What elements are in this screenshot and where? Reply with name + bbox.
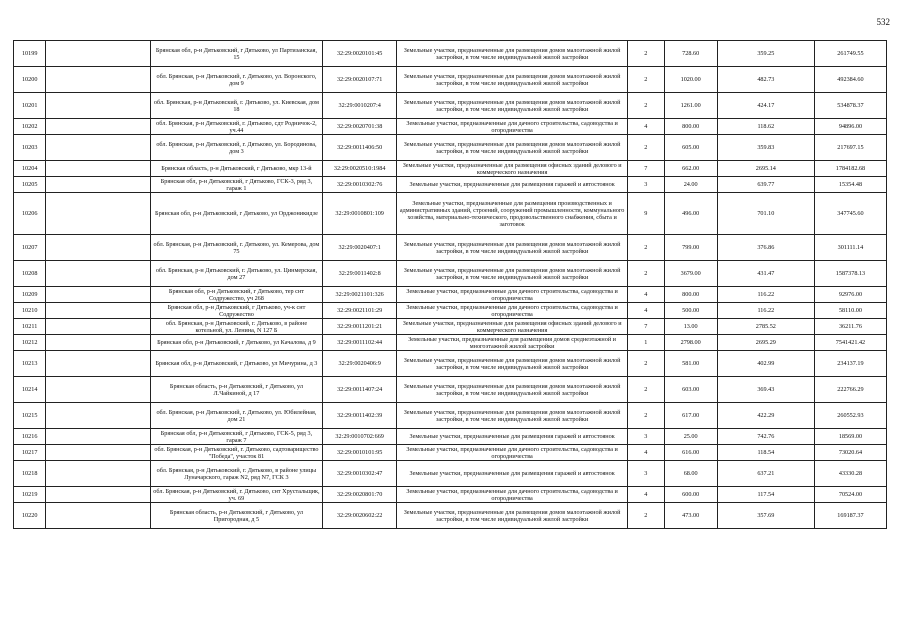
table-row	[14, 461, 887, 487]
cell-group: 4	[627, 303, 664, 319]
cell-address: Брянская область, р-н Дятьковский, г Дятьково, ул Пригородная, д 5	[150, 503, 322, 529]
cell-value: 92976.00	[814, 287, 886, 303]
cell-area: 3679.00	[664, 261, 717, 287]
cell-price: 482.73	[717, 67, 814, 93]
cell-id: 10208	[14, 261, 46, 287]
cell-use: Земельные участки, предназначенные для размещения домов малоэтажной жилой застройки, в том числе индивидуальной жилой застройки	[397, 135, 628, 161]
table-row	[14, 487, 887, 503]
cell-group: 9	[627, 193, 664, 235]
table-row	[14, 67, 887, 93]
cell-group: 2	[627, 135, 664, 161]
cell-id: 10210	[14, 303, 46, 319]
cell-id: 10217	[14, 445, 46, 461]
cell-area: 662.00	[664, 161, 717, 177]
cell-use: Земельные участки, предназначенные для размещения домов малоэтажной жилой застройки, в том числе индивидуальной жилой застройки	[397, 377, 628, 403]
table-row	[14, 235, 887, 261]
cell-empty	[46, 41, 150, 67]
cell-area: 24.00	[664, 177, 717, 193]
cell-address: Брянская обл, р-н Дятьковский, г Дятьково, ул Мичурина, д 3	[150, 351, 322, 377]
cell-address: Брянская обл, р-н Дятьковский, г Дятьково, ул Качалова, д 9	[150, 335, 322, 351]
cell-address: обл. Брянская, р-н Дятьковский, г. Дятьково, снт Хрустальщик, уч. 69	[150, 487, 322, 503]
cell-cadastral: 32:29:0011406:50	[323, 135, 397, 161]
cell-use: Земельные участки, предназначенные для размещения гаражей и автостоянок	[397, 429, 628, 445]
cell-cadastral: 32:29:0020406:9	[323, 351, 397, 377]
cell-group: 4	[627, 287, 664, 303]
cell-price: 422.29	[717, 403, 814, 429]
cell-address: обл. Брянская, р-н Дятьковский, г. Дятьково, в районе котельной, ул. Ленина, N 127 Б	[150, 319, 322, 335]
cell-group: 2	[627, 503, 664, 529]
cell-use: Земельные участки, предназначенные для дачного строительства, садоводства и огородничества	[397, 487, 628, 503]
cell-price: 2785.52	[717, 319, 814, 335]
cell-empty	[46, 319, 150, 335]
cell-cadastral: 32:29:0010101:95	[323, 445, 397, 461]
cell-use: Земельные участки, предназначенные для дачного строительства, садоводства и огородничества	[397, 287, 628, 303]
cell-price: 359.83	[717, 135, 814, 161]
cell-cadastral: 32:29:0021101:29	[323, 303, 397, 319]
cell-cadastral: 32:29:0011402:39	[323, 403, 397, 429]
cell-use: Земельные участки, предназначенные для дачного строительства, садоводства и огородничества	[397, 445, 628, 461]
cell-group: 2	[627, 93, 664, 119]
cell-cadastral: 32:29:0020107:71	[323, 67, 397, 93]
cell-use: Земельные участки, предназначенные для дачного строительства, садоводства и огородничества	[397, 303, 628, 319]
cell-area: 1020.00	[664, 67, 717, 93]
cell-group: 4	[627, 119, 664, 135]
cell-value: 492384.60	[814, 67, 886, 93]
cell-cadastral: 32:29:0020602:22	[323, 503, 397, 529]
cell-address: обл. Брянская, р-н Дятьковский, г. Дятьково, ул. Бородинова, дом 3	[150, 135, 322, 161]
cell-cadastral: 32:29:0011407:24	[323, 377, 397, 403]
cell-price: 116.22	[717, 303, 814, 319]
cell-id: 10220	[14, 503, 46, 529]
table-row	[14, 93, 887, 119]
cell-id: 10205	[14, 177, 46, 193]
cell-area: 799.00	[664, 235, 717, 261]
cell-cadastral: 32:29:0020801:70	[323, 487, 397, 503]
cell-value: 58110.00	[814, 303, 886, 319]
cell-empty	[46, 503, 150, 529]
cell-address: обл. Брянская, р-н Дятьковский, г. Дятьково, ул. Юбилейная, дом 21	[150, 403, 322, 429]
table-row	[14, 429, 887, 445]
cell-use: Земельные участки, предназначенные для размещения офисных зданий делового и коммерческого назначения	[397, 161, 628, 177]
table-row	[14, 119, 887, 135]
cell-id: 10201	[14, 93, 46, 119]
cell-area: 473.00	[664, 503, 717, 529]
cell-cadastral: 32:29:0010801:109	[323, 193, 397, 235]
cell-use: Земельные участки, предназначенные для размещения производственных и административных зданий, строений, сооружений промышленности, коммунального хозяйства, материально-технического, продовольственного снабжения, сбыта и заготовок	[397, 193, 628, 235]
cell-cadastral: 32:29:0010207:4	[323, 93, 397, 119]
cell-address: обл. Брянская, р-н Дятьковский, г. Дятьково, в районе улицы Луначарского, гараж N2, ряд N7, ГСК 3	[150, 461, 322, 487]
cell-empty	[46, 177, 150, 193]
cell-use: Земельные участки, предназначенные для размещения домов малоэтажной жилой застройки, в том числе индивидуальной жилой застройки	[397, 261, 628, 287]
cell-area: 603.00	[664, 377, 717, 403]
cell-use: Земельные участки, предназначенные для размещения домов среднеэтажной и многоэтажной жилой застройки	[397, 335, 628, 351]
cell-use: Земельные участки, предназначенные для размещения домов малоэтажной жилой застройки, в том числе индивидуальной жилой застройки	[397, 93, 628, 119]
cell-address: Брянская обл, р-н Дятьковский, г Дятьково, ГСК-5, ряд 3, гараж 7	[150, 429, 322, 445]
cell-empty	[46, 161, 150, 177]
cell-group: 3	[627, 177, 664, 193]
cell-value: 94896.00	[814, 119, 886, 135]
cell-cadastral: 32:29:0010702:669	[323, 429, 397, 445]
cell-id: 10200	[14, 67, 46, 93]
cell-address: обл. Брянская, р-н Дятьковский, г. Дятьково, ул. Воронского, дом 9	[150, 67, 322, 93]
cell-price: 742.76	[717, 429, 814, 445]
cell-use: Земельные участки, предназначенные для размещения гаражей и автостоянок	[397, 461, 628, 487]
table-row	[14, 177, 887, 193]
cell-cadastral: 32:29:0011201:21	[323, 319, 397, 335]
cell-area: 500.00	[664, 303, 717, 319]
cell-empty	[46, 377, 150, 403]
cell-area: 25.00	[664, 429, 717, 445]
table-row	[14, 193, 887, 235]
cell-address: обл. Брянская, р-н Дятьковский, г. Дятьково, садтоварищество "Победа", участок 81	[150, 445, 322, 461]
cell-cadastral: 32:29:0011402:8	[323, 261, 397, 287]
cell-use: Земельные участки, предназначенные для размещения офисных зданий делового и коммерческого назначения	[397, 319, 628, 335]
cell-id: 10209	[14, 287, 46, 303]
cell-empty	[46, 193, 150, 235]
cell-value: 261749.55	[814, 41, 886, 67]
cell-group: 2	[627, 41, 664, 67]
cell-empty	[46, 403, 150, 429]
cell-cadastral: 32:29:0020701:38	[323, 119, 397, 135]
cell-id: 10199	[14, 41, 46, 67]
cell-id: 10213	[14, 351, 46, 377]
cell-address: обл. Брянская, р-н Дятьковский, г. Дятьково, ул. Киевская, дом 18	[150, 93, 322, 119]
cell-value: 43330.28	[814, 461, 886, 487]
cell-empty	[46, 119, 150, 135]
registry-table	[13, 40, 887, 529]
cell-cadastral: 32:29:0010302:47	[323, 461, 397, 487]
cell-area: 2798.00	[664, 335, 717, 351]
cell-cadastral: 32:29:0011102:44	[323, 335, 397, 351]
cell-value: 36211.76	[814, 319, 886, 335]
cell-price: 116.22	[717, 287, 814, 303]
cell-id: 10212	[14, 335, 46, 351]
cell-area: 800.00	[664, 287, 717, 303]
cell-price: 2695.29	[717, 335, 814, 351]
cell-empty	[46, 303, 150, 319]
table-row	[14, 303, 887, 319]
cell-empty	[46, 67, 150, 93]
cell-price: 357.69	[717, 503, 814, 529]
cell-cadastral: 32:29:0020101:45	[323, 41, 397, 67]
cell-value: 534878.37	[814, 93, 886, 119]
cell-empty	[46, 335, 150, 351]
table-row	[14, 351, 887, 377]
cell-empty	[46, 461, 150, 487]
cell-value: 169187.37	[814, 503, 886, 529]
cell-area: 600.00	[664, 487, 717, 503]
cell-value: 222766.29	[814, 377, 886, 403]
cell-id: 10211	[14, 319, 46, 335]
cell-price: 639.77	[717, 177, 814, 193]
cell-cadastral: 32:29:0020510:1984	[323, 161, 397, 177]
cell-area: 13.00	[664, 319, 717, 335]
cell-empty	[46, 135, 150, 161]
cell-value: 15354.48	[814, 177, 886, 193]
cell-use: Земельные участки, предназначенные для размещения домов малоэтажной жилой застройки, в том числе индивидуальной жилой застройки	[397, 235, 628, 261]
cell-value: 1784182.68	[814, 161, 886, 177]
cell-id: 10219	[14, 487, 46, 503]
table-row	[14, 135, 887, 161]
cell-empty	[46, 429, 150, 445]
cell-area: 617.00	[664, 403, 717, 429]
cell-value: 301111.14	[814, 235, 886, 261]
cell-price: 118.62	[717, 119, 814, 135]
cell-value: 18569.00	[814, 429, 886, 445]
cell-area: 800.00	[664, 119, 717, 135]
table-row	[14, 319, 887, 335]
cell-area: 581.00	[664, 351, 717, 377]
cell-id: 10215	[14, 403, 46, 429]
table-row	[14, 403, 887, 429]
cell-address: обл. Брянская, р-н Дятьковский, г. Дятьково, ул. Кемерова, дом 75	[150, 235, 322, 261]
cell-group: 7	[627, 161, 664, 177]
cell-id: 10214	[14, 377, 46, 403]
cell-value: 260552.93	[814, 403, 886, 429]
cell-price: 369.43	[717, 377, 814, 403]
cell-price: 2695.14	[717, 161, 814, 177]
cell-value: 217697.15	[814, 135, 886, 161]
cell-address: Брянская область, р-н Дятьковский, г Дятьково, мкр 13-й	[150, 161, 322, 177]
cell-use: Земельные участки, предназначенные для размещения домов малоэтажной жилой застройки, в том числе индивидуальной жилой застройки	[397, 503, 628, 529]
cell-empty	[46, 287, 150, 303]
cell-use: Земельные участки, предназначенные для размещения домов малоэтажной жилой застройки, в том числе индивидуальной жилой застройки	[397, 403, 628, 429]
table-row	[14, 287, 887, 303]
cell-address: Брянская обл, р-н Дятьковский, г Дятьково, тер снт Содружество, уч 268	[150, 287, 322, 303]
table-row	[14, 377, 887, 403]
table-row	[14, 503, 887, 529]
cell-empty	[46, 261, 150, 287]
cell-group: 2	[627, 67, 664, 93]
cell-group: 7	[627, 319, 664, 335]
cell-id: 10207	[14, 235, 46, 261]
cell-group: 2	[627, 235, 664, 261]
cell-address: обл. Брянская, р-н Дятьковский, г. Дятьково, ул. Цинмерская, дом 27	[150, 261, 322, 287]
table-row	[14, 261, 887, 287]
cell-address: Брянская обл, р-н Дятьковский, г Дятьково, ГСК-3, ряд 3, гараж 1	[150, 177, 322, 193]
cell-group: 2	[627, 403, 664, 429]
cell-address: Брянская обл, р-н Дятьковский, г Дятьково, ул Орджоникидзе	[150, 193, 322, 235]
cell-use: Земельные участки, предназначенные для размещения гаражей и автостоянок	[397, 177, 628, 193]
cell-area: 1261.00	[664, 93, 717, 119]
cell-group: 1	[627, 335, 664, 351]
cell-value: 347745.60	[814, 193, 886, 235]
cell-cadastral: 32:29:0021101:326	[323, 287, 397, 303]
cell-use: Земельные участки, предназначенные для размещения домов малоэтажной жилой застройки, в том числе индивидуальной жилой застройки	[397, 351, 628, 377]
cell-empty	[46, 93, 150, 119]
cell-price: 402.99	[717, 351, 814, 377]
cell-price: 701.10	[717, 193, 814, 235]
cell-group: 2	[627, 261, 664, 287]
cell-cadastral: 32:29:0010302:76	[323, 177, 397, 193]
cell-empty	[46, 351, 150, 377]
cell-id: 10206	[14, 193, 46, 235]
cell-group: 2	[627, 377, 664, 403]
cell-value: 70524.00	[814, 487, 886, 503]
cell-price: 376.86	[717, 235, 814, 261]
cell-area: 728.60	[664, 41, 717, 67]
cell-price: 431.47	[717, 261, 814, 287]
cell-empty	[46, 487, 150, 503]
cell-group: 3	[627, 461, 664, 487]
table-row	[14, 41, 887, 67]
cell-price: 359.25	[717, 41, 814, 67]
cell-value: 7541421.42	[814, 335, 886, 351]
table-row	[14, 335, 887, 351]
cell-area: 496.00	[664, 193, 717, 235]
cell-use: Земельные участки, предназначенные для размещения домов малоэтажной жилой застройки, в том числе индивидуальной жилой застройки	[397, 41, 628, 67]
cell-use: Земельные участки, предназначенные для дачного строительства, садоводства и огородничества	[397, 119, 628, 135]
cell-address: Брянская обл, р-н Дятьковский, г Дятьково, ул Партизанская, 15	[150, 41, 322, 67]
cell-group: 3	[627, 429, 664, 445]
cell-area: 68.00	[664, 461, 717, 487]
cell-empty	[46, 445, 150, 461]
cell-group: 4	[627, 445, 664, 461]
cell-id: 10204	[14, 161, 46, 177]
cell-empty	[46, 235, 150, 261]
cell-price: 637.21	[717, 461, 814, 487]
cell-value: 73020.64	[814, 445, 886, 461]
cell-price: 117.54	[717, 487, 814, 503]
cell-id: 10218	[14, 461, 46, 487]
cell-address: обл. Брянская, р-н Дятьковский, г. Дятьково, сдт Родничок-2, уч.44	[150, 119, 322, 135]
cell-area: 616.00	[664, 445, 717, 461]
cell-use: Земельные участки, предназначенные для размещения домов малоэтажной жилой застройки, в том числе индивидуальной жилой застройки	[397, 67, 628, 93]
cell-id: 10202	[14, 119, 46, 135]
cell-price: 118.54	[717, 445, 814, 461]
page-number: 532	[876, 17, 890, 27]
cell-address: Брянская область, р-н Дятьковский, г Дятьково, ул Л.Чайкиной, д 17	[150, 377, 322, 403]
cell-address: Брянская обл, р-н Дятьковский, г Дятьково, уч-к снт Содружество	[150, 303, 322, 319]
cell-cadastral: 32:29:0020407:1	[323, 235, 397, 261]
cell-group: 4	[627, 487, 664, 503]
cell-area: 605.00	[664, 135, 717, 161]
cell-id: 10216	[14, 429, 46, 445]
cell-group: 2	[627, 351, 664, 377]
table-row	[14, 161, 887, 177]
cell-price: 424.17	[717, 93, 814, 119]
cell-value: 1587378.13	[814, 261, 886, 287]
table-row	[14, 445, 887, 461]
cell-id: 10203	[14, 135, 46, 161]
cell-value: 234137.19	[814, 351, 886, 377]
